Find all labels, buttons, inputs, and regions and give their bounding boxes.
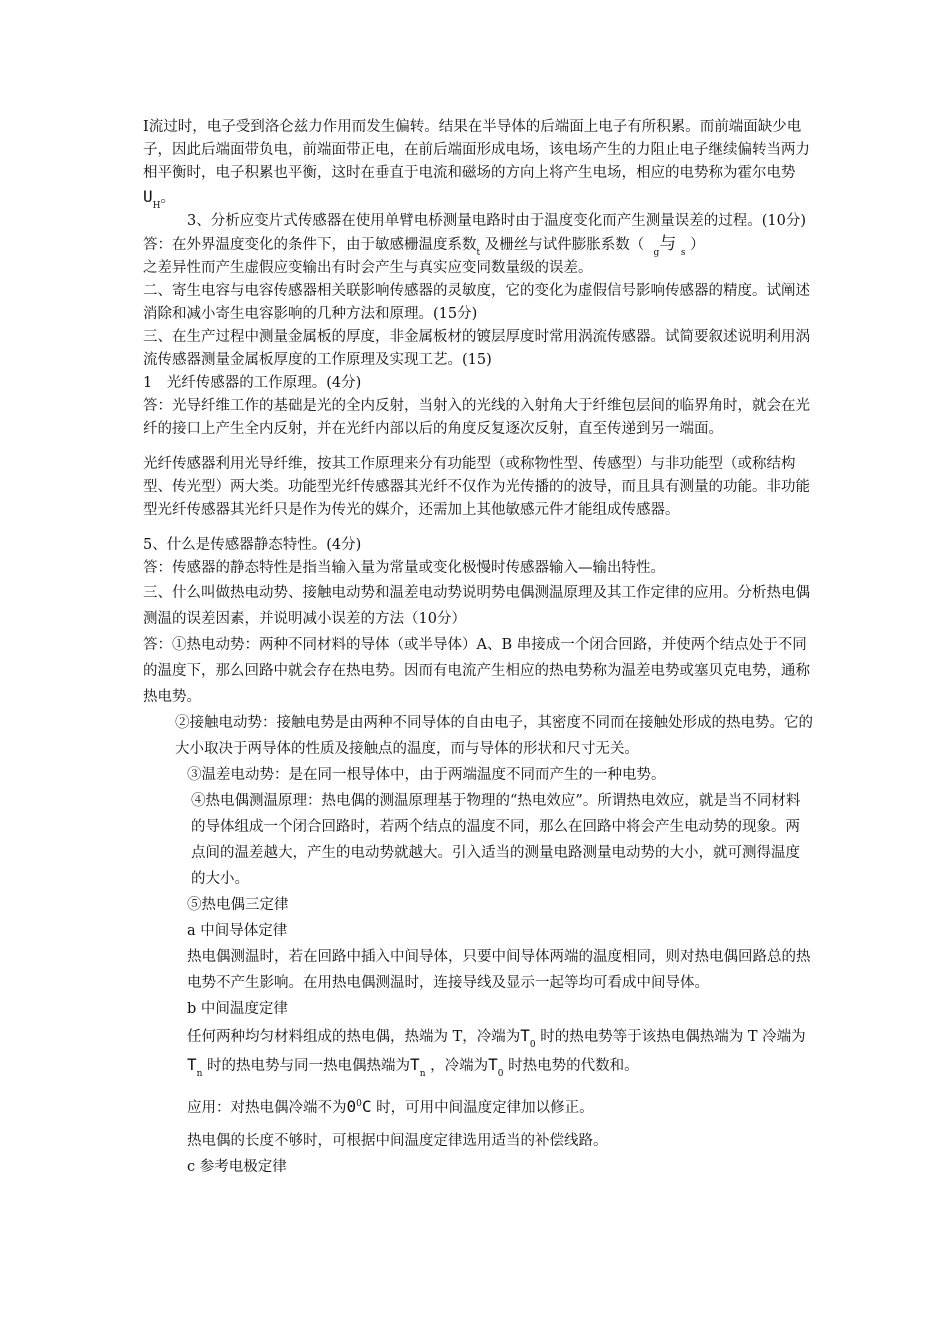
symbol-t0: T xyxy=(520,1026,530,1045)
paragraph-law-b xyxy=(143,1022,813,1080)
question-5-static: 5、什么是传感器静态特性。(4分) xyxy=(143,537,362,553)
question-3-strain-gauge: 3、分析应变片式传感器在使用单臂电桥测量电路时由于温度变化而产生测量误差的过程。(10分) xyxy=(187,213,806,229)
symbol-tn: T xyxy=(187,1055,197,1074)
answer-static: 答：传感器的静态特性是指当输入量为常量或变化极慢时传感器输入—输出特性。 xyxy=(143,560,665,576)
subscript-h: H xyxy=(152,201,161,211)
paragraph-application xyxy=(143,1090,813,1122)
symbol-t0-2: T xyxy=(488,1055,498,1074)
subscript-0-2: 0 xyxy=(497,1069,504,1079)
text-application-b: 时，可用中间温度定律加以修正。 xyxy=(376,1099,594,1116)
question-parasitic-capacitance: 二、寄生电容与电容传感器相关联影响传感器的灵敏度，它的变化为虚假信号影响传感器的精度。试阐述消除和减小寄生电容影响的几种方法和原理。(15分) xyxy=(143,283,810,322)
symbol-c: C xyxy=(361,1096,372,1116)
superscript-degree: 0 xyxy=(356,1099,362,1109)
subscript-n: n xyxy=(196,1069,203,1079)
paragraph-compensation: 热电偶的长度不够时，可根据中间温度定律选用适当的补偿线路。 xyxy=(187,1132,608,1149)
text-answer-part-a: 答：在外界温度变化的条件下，由于敏感栅温度系数 xyxy=(143,237,477,253)
paragraph-hall-effect xyxy=(143,116,813,210)
text-answer-part-b: 及栅丝与试件膨胀系数（ xyxy=(484,237,645,253)
subscript-0: 0 xyxy=(529,1040,536,1050)
answer-thermo-emf: 答：①热电动势：两种不同材料的导体（或半导体）A、B 串接成一个闭合回路，并使两个结点处于不同的温度下，那么回路中就会存在热电势。因而有电流产生相应的热电势称为温差电势或塞贝克电势，通称热电势。 xyxy=(143,637,810,705)
text-hall-effect: I流过时，电子受到洛仑兹力作用而发生偏转。结果在半导体的后端面上电子有所积累。而前端面缺少电子，因此后端面带负电，前端面带正电，在前后端面形成电场，该电场产生的力阻止电子继续偏转当两力相平衡时，电子积累也平衡，这时在垂直于电流和磁场的方向上将产生电场，相应的电势称为霍尔电势 xyxy=(143,119,810,181)
text-application-a: 应用：对热电偶冷端不为 xyxy=(187,1099,347,1116)
text-law-b-d: ，冷端为 xyxy=(430,1058,489,1074)
subscript-s: s xyxy=(680,248,686,258)
answer-temperature-difference-emf: ③温差电动势：是在同一根导体中，由于两端温度不同而产生的一种电势。 xyxy=(187,767,666,783)
answer-strain-gauge-cont: 之差异性而产生虚假应变输出有时会产生与真实应变同数量级的误差。 xyxy=(143,260,593,276)
paragraph-law-a: 热电偶测温时，若在回路中插入中间导体，只要中间导体两端的温度相同，则对热电偶回路总的热电势不产生影响。在用热电偶测温时，连接导线及显示一起等均可看成中间导体。 xyxy=(187,949,811,991)
answer-thermocouple-principle: ④热电偶测温原理：热电偶的测温原理基于物理的“热电效应”。所谓热电效应，就是当不同材料的导体组成一个闭合回路时，若两个结点的温度不同，那么在回路中将会产生电动势的现象。两点间的温差越大，产生的电动势就越大。引入适当的测量电路测量电动势的大小，就可测得温度的大小。 xyxy=(191,793,801,887)
text-period: 。 xyxy=(160,190,175,206)
text-close-paren: ） xyxy=(690,237,705,253)
text-law-b-b: 时的热电势等于该热电偶热端为 T 冷端为 xyxy=(540,1029,806,1045)
symbol-u: U xyxy=(143,187,153,206)
text-and: 与 xyxy=(659,234,677,254)
spacer xyxy=(143,441,813,453)
document-body xyxy=(143,116,813,1180)
spacer xyxy=(143,1080,813,1090)
question-1-fiber-optic: 1 光纤传感器的工作原理。(4分) xyxy=(143,375,362,391)
subscript-g: g xyxy=(653,248,660,258)
answer-contact-emf: ②接触电动势：接触电势是由两种不同导体的自由电子，其密度不同而在接触处形成的热电势。它的大小取决于两导体的性质及接触点的温度，而与导体的形状和尺寸无关。 xyxy=(175,715,813,757)
heading-three-laws: ⑤热电偶三定律 xyxy=(187,897,289,913)
symbol-zero: 0 xyxy=(346,1096,357,1116)
symbol-tn-2: T xyxy=(410,1055,420,1074)
answer-fiber-optic: 答：光导纤维工作的基础是光的全内反射，当射入的光线的入射角大于纤维包层间的临界角时，就会在光纤的接口上产生全内反射，并在光纤内部以后的角度反复逐次反射，直至传递到另一端面。 xyxy=(143,398,810,437)
heading-law-c: c 参考电极定律 xyxy=(187,1158,287,1175)
question-eddy-current: 三、在生产过程中测量金属板的厚度，非金属板材的镀层厚度时常用涡流传感器。试简要叙述说明利用涡流传感器测量金属板厚度的工作原理及实现工艺。(15) xyxy=(143,329,810,368)
heading-law-b: b 中间温度定律 xyxy=(187,1001,288,1017)
text-law-b-a: 任何两种均匀材料组成的热电偶，热端为 T，冷端为 xyxy=(187,1029,521,1045)
heading-law-a: a 中间导体定律 xyxy=(187,923,288,939)
text-law-b-c: 时的热电势与同一热电偶热端为 xyxy=(207,1058,411,1074)
question-thermocouple: 三、什么叫做热电动势、接触电动势和温差电动势说明势电偶测温原理及其工作定律的应用。分析热电偶测温的误差因素，并说明减小误差的方法（10分） xyxy=(143,585,810,627)
spacer xyxy=(143,522,813,534)
subscript-t: t xyxy=(476,248,481,258)
answer-strain-gauge xyxy=(143,233,813,257)
text-law-b-e: 时热电势的代数和。 xyxy=(508,1058,639,1074)
subscript-n-2: n xyxy=(419,1069,426,1079)
paragraph-fiber-types: 光纤传感器利用光导纤维，按其工作原理来分有功能型（或称物性型、传感型）与非功能型（或称结构型、传光型）两大类。功能型光纤传感器其光纤不仅作为光传播的的波导，而且具有测量的功能。非功能型光纤传感器其光纤只是作为传光的媒介，还需加上其他敏感元件才能组成传感器。 xyxy=(143,456,810,518)
